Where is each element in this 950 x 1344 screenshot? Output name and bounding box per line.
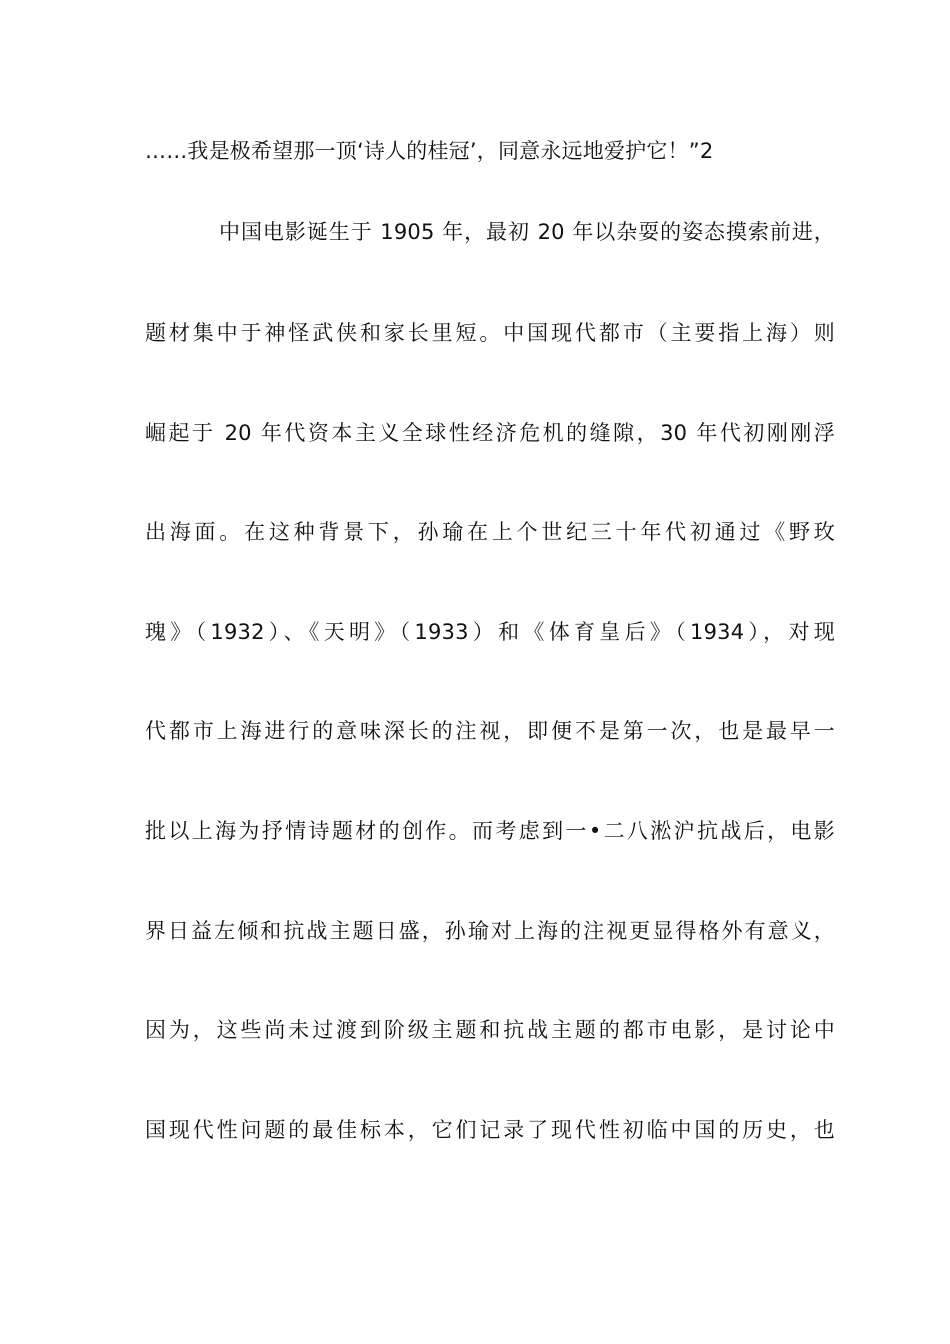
paragraph-line: 批以上海为抒情诗题材的创作。而考虑到一•二八淞沪抗战后，电影 [145,819,835,843]
paragraph-line: 瑰》（1932）、《天明》（1933）和《体育皇后》（1934），对现 [145,620,835,644]
paragraph-line-quote-end: ……我是极希望那一顶‘诗人的桂冠’，同意永远地爱护它！”2 [145,139,714,163]
paragraph-line-first: 中国电影诞生于 1905 年，最初 20 年以杂耍的姿态摸索前进， [219,220,835,244]
paragraph-line: 界日益左倾和抗战主题日盛，孙瑜对上海的注视更显得格外有意义， [145,919,835,943]
paragraph-line: 代都市上海进行的意味深长的注视，即便不是第一次，也是最早一 [145,719,835,743]
paragraph-line: 题材集中于神怪武侠和家长里短。中国现代都市（主要指上海）则 [145,321,835,345]
paragraph-line: 出海面。在这种背景下，孙瑜在上个世纪三十年代初通过《野玫 [145,520,835,544]
paragraph-line: 崛起于 20 年代资本主义全球性经济危机的缝隙，30 年代初刚刚浮 [145,421,835,445]
paragraph-line: 国现代性问题的最佳标本，它们记录了现代性初临中国的历史，也 [145,1118,835,1142]
paragraph-line: 因为，这些尚未过渡到阶级主题和抗战主题的都市电影，是讨论中 [145,1018,835,1042]
